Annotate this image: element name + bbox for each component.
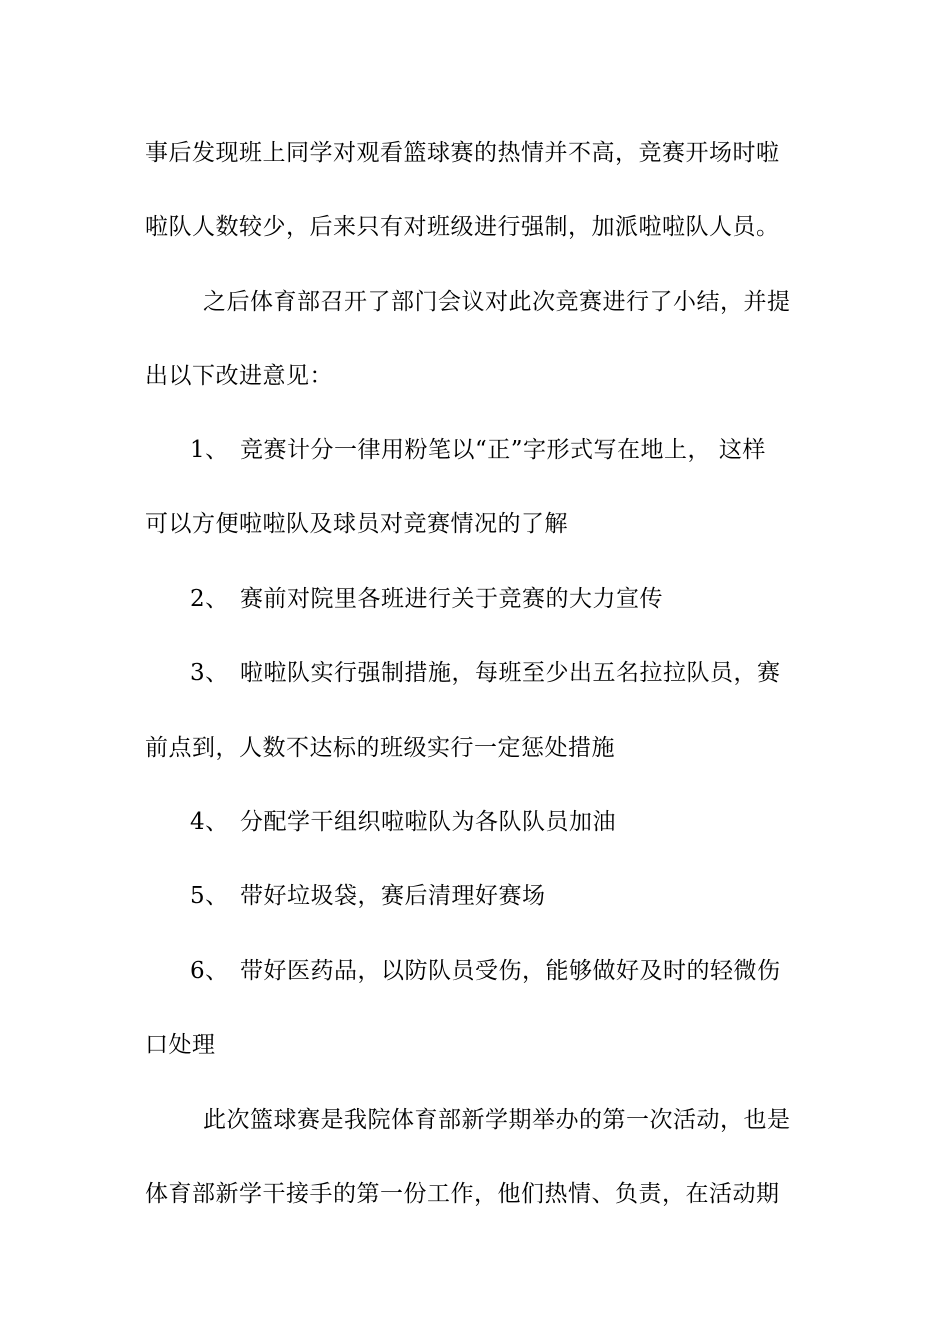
list-item-text: 赛前对院里各班进行关于竞赛的大力宣传 — [240, 586, 663, 612]
list-item-continuation: 可以方便啦啦队及球员对竞赛情况的了解 — [145, 511, 568, 537]
paragraph3-line1: 此次篮球赛是我院体育部新学期举办的第一次活动，也是 — [203, 1107, 791, 1133]
list-item-text: 带好垃圾袋，赛后清理好赛场 — [240, 883, 546, 909]
paragraph3-line2: 体育部新学干接手的第一份工作，他们热情、负责，在活动期 — [145, 1181, 780, 1207]
list-item-number: 2、 — [190, 586, 229, 612]
list-item-text: 分配学干组织啦啦队为各队队员加油 — [240, 809, 616, 835]
list-item-number: 6、 — [190, 958, 229, 984]
paragraph1-line1: 事后发现班上同学对观看篮球赛的热情并不高，竞赛开场时啦 — [145, 140, 780, 166]
list-item-text: 竞赛计分一律用粉笔以“正”字形式写在地上， 这样 — [240, 437, 766, 463]
list-item-text: 带好医药品，以防队员受伤，能够做好及时的轻微伤 — [240, 958, 781, 984]
list-item-continuation: 前点到，人数不达标的班级实行一定惩处措施 — [145, 735, 615, 761]
list-item-number: 1、 — [190, 437, 229, 463]
paragraph2-line1: 之后体育部召开了部门会议对此次竞赛进行了小结，并提 — [203, 289, 791, 315]
list-item-number: 5、 — [190, 883, 229, 909]
list-item-number: 3、 — [190, 660, 229, 686]
paragraph1-line2: 啦队人数较少，后来只有对班级进行强制，加派啦啦队人员。 — [145, 214, 780, 240]
list-item-continuation: 口处理 — [145, 1032, 216, 1058]
list-item-number: 4、 — [190, 809, 229, 835]
paragraph2-line2: 出以下改进意见： — [145, 363, 333, 389]
list-item-text: 啦啦队实行强制措施，每班至少出五名拉拉队员，赛 — [240, 660, 781, 686]
